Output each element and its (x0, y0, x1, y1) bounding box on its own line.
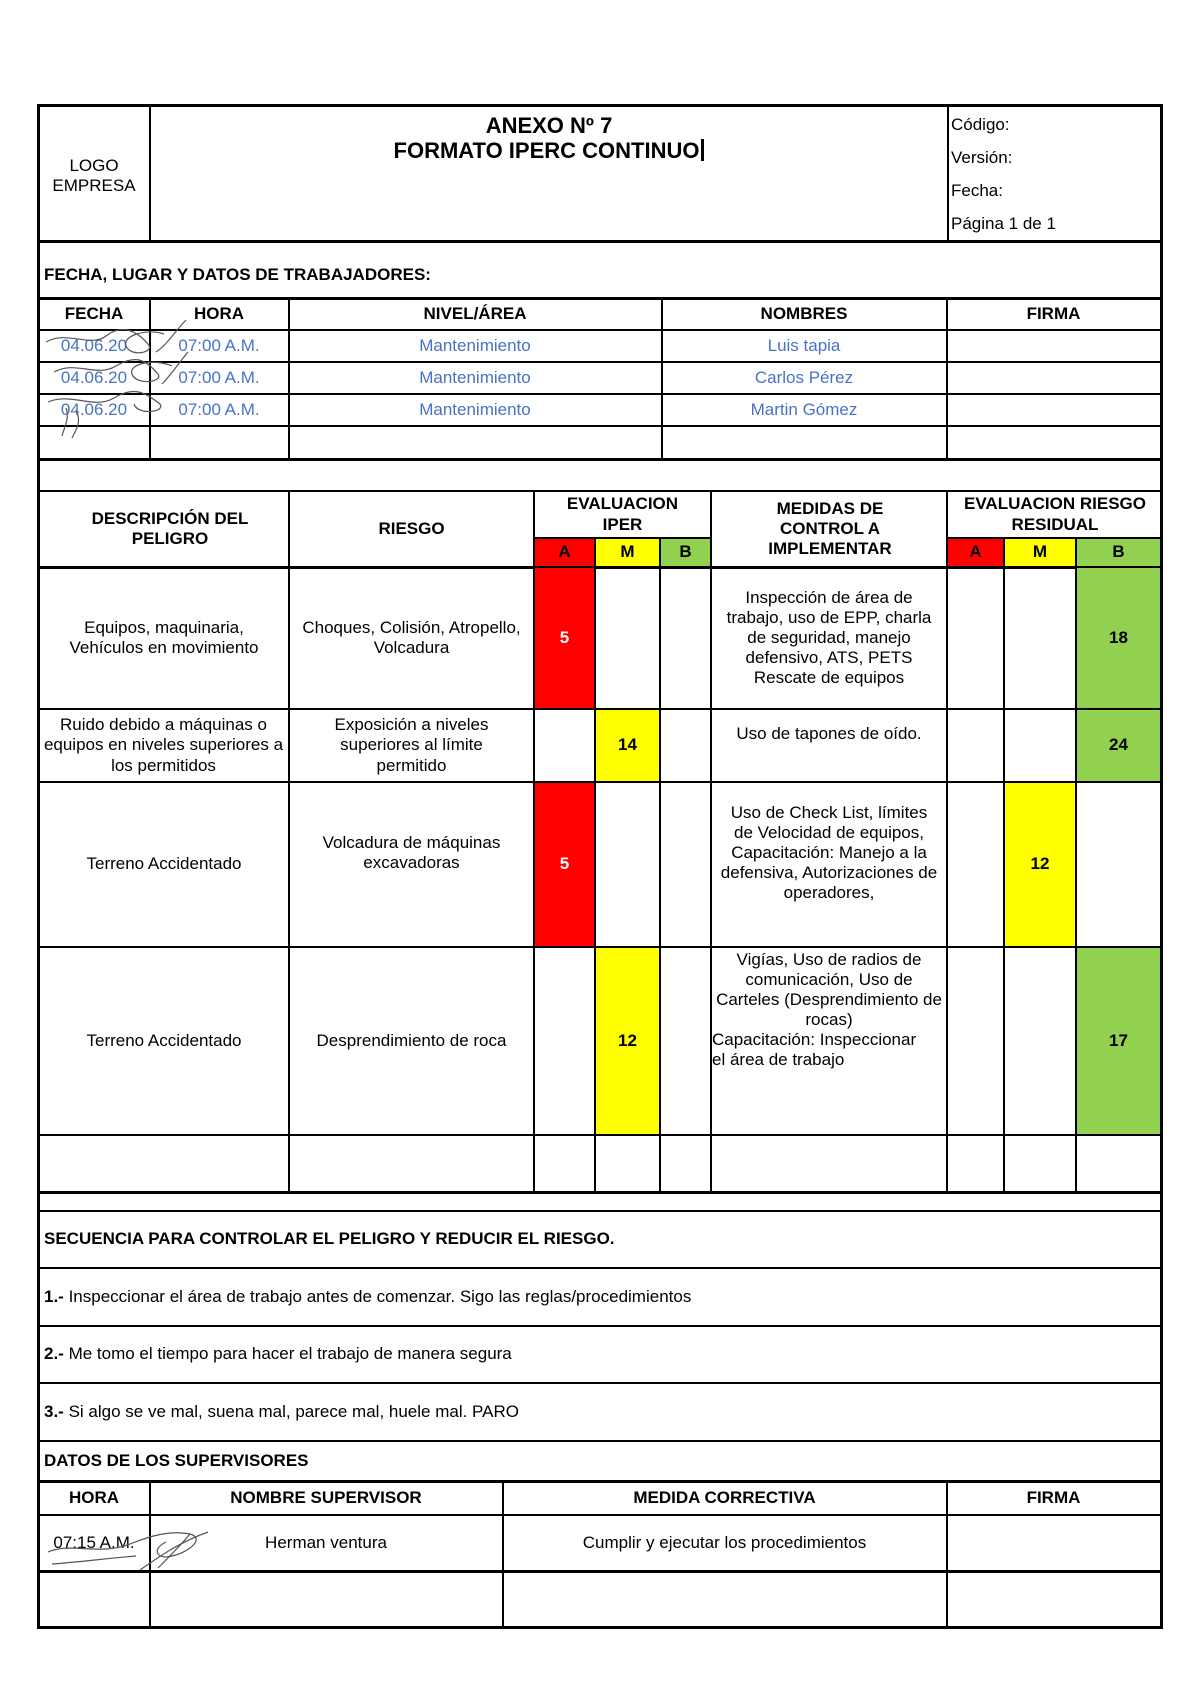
col-evaluacion-residual: EVALUACION RIESGO RESIDUAL (964, 494, 1146, 534)
title-line-2: FORMATO IPERC CONTINUO (394, 138, 705, 163)
logo-line-2: EMPRESA (52, 176, 136, 195)
step-number: 1.- (44, 1286, 64, 1306)
riesgo-descripcion: Exposición a niveles superiores al límite permitido (334, 715, 489, 775)
sup-col-nombre: NOMBRE SUPERVISOR (230, 1488, 422, 1508)
supervisor-hora: 07:15 A.M. (53, 1532, 135, 1552)
sequence-step (44, 1269, 1144, 1325)
col-nombres: NOMBRES (760, 304, 848, 324)
worker-nombre: Luis tapia (767, 335, 841, 355)
sequence-title: SECUENCIA PARA CONTROLAR EL PELIGRO Y REDUCIR EL RIESGO. (44, 1229, 615, 1249)
medidas-control (712, 950, 946, 1070)
col-firma: FIRMA (1026, 304, 1081, 324)
sequence-step (44, 1384, 1144, 1440)
worker-fecha: 04.06.20 (60, 335, 128, 355)
medidas-control-main: Vigías, Uso de radios de comunicación, Uso de Carteles (Desprendimiento de rocas) (716, 950, 942, 1030)
worker-fecha: 04.06.20 (60, 399, 128, 419)
codigo-label: Código: (951, 115, 1010, 134)
iper-value: 5 (535, 568, 594, 708)
sup-col-hora: HORA (68, 1488, 120, 1508)
worker-nombre: Martin Gómez (750, 399, 858, 419)
supervisor-signature-scribble (40, 1512, 215, 1577)
col-fecha: FECHA (64, 304, 124, 324)
pagina-label: Página 1 de 1 (951, 214, 1056, 233)
worker-area: Mantenimiento (419, 367, 531, 387)
residual-value: 17 (1077, 948, 1160, 1134)
residual-level-a: A (948, 539, 1003, 566)
riesgo-descripcion: Desprendimiento de roca (316, 1030, 507, 1050)
worker-signature-scribble (36, 300, 216, 440)
col-hora: HORA (193, 304, 245, 324)
step-text: Si algo se ve mal, suena mal, parece mal, huele mal. PARO (68, 1401, 519, 1421)
logo-placeholder (40, 150, 148, 202)
residual-value: 12 (1005, 783, 1075, 946)
supervisors-title: DATOS DE LOS SUPERVISORES (44, 1450, 309, 1470)
col-medidas-control: MEDIDAS DE CONTROL A IMPLEMENTAR (768, 498, 892, 559)
worker-hora: 07:00 A.M. (178, 367, 260, 387)
worker-fecha: 04.06.20 (60, 367, 128, 387)
worker-hora: 07:00 A.M. (178, 399, 260, 419)
col-riesgo: RIESGO (378, 518, 445, 538)
worker-hora: 07:00 A.M. (178, 335, 260, 355)
iper-value: 12 (596, 948, 659, 1134)
iper-level-b: B (661, 539, 710, 566)
medidas-control-capacitacion: Capacitación: Inspeccionar el área de trabajo (712, 1030, 917, 1070)
riesgo-descripcion: Volcadura de máquinas excavadoras (322, 832, 501, 872)
iper-value: 5 (535, 783, 594, 946)
col-nivel-area: NIVEL/ÁREA (423, 304, 527, 324)
document-meta (951, 108, 1056, 240)
iper-value: 14 (596, 710, 659, 781)
supervisor-medida: Cumplir y ejecutar los procedimientos (582, 1532, 867, 1552)
peligro-descripcion: Ruido debido a máquinas o equipos en niveles superiores a los permitidos (43, 715, 284, 775)
medidas-control: Inspección de área de trabajo, uso de EPP, charla de seguridad, manejo defensivo, ATS, PETS Rescate de equipos (726, 587, 932, 688)
step-number: 2.- (44, 1344, 64, 1364)
col-descripcion-peligro: DESCRIPCIÓN DEL PELIGRO (91, 508, 249, 548)
sup-col-firma: FIRMA (1026, 1488, 1081, 1508)
sequence-step (44, 1327, 1144, 1382)
residual-level-b: B (1077, 539, 1160, 566)
residual-value: 18 (1077, 568, 1160, 708)
supervisor-nombre: Herman ventura (265, 1532, 387, 1552)
workers-section-title: FECHA, LUGAR Y DATOS DE TRABAJADORES: (44, 264, 431, 284)
sup-col-medida: MEDIDA CORRECTIVA (633, 1488, 816, 1508)
peligro-descripcion: Terreno Accidentado (86, 854, 242, 874)
worker-area: Mantenimiento (419, 399, 531, 419)
version-label: Versión: (951, 148, 1013, 167)
residual-value: 24 (1077, 710, 1160, 781)
step-text: Inspeccionar el área de trabajo antes de comenzar. Sigo las reglas/procedimientos (68, 1286, 692, 1306)
residual-level-m: M (1005, 539, 1075, 566)
logo-line-1: LOGO (69, 155, 119, 175)
col-evaluacion-iper: EVALUACION IPER (566, 494, 679, 534)
worker-nombre: Carlos Pérez (754, 367, 854, 387)
worker-area: Mantenimiento (419, 335, 531, 355)
medidas-control: Uso de Check List, límites de Velocidad de equipos, Capacitación: Manejo a la defensiva, Autorizaciones de operadores, (720, 802, 938, 903)
page-title (152, 106, 946, 170)
title-line-1: ANEXO Nº 7 (485, 112, 613, 138)
step-number: 3.- (44, 1401, 64, 1421)
medidas-control: Uso de tapones de oído. (736, 723, 922, 743)
step-text: Me tomo el tiempo para hacer el trabajo de manera segura (68, 1344, 512, 1364)
riesgo-descripcion: Choques, Colisión, Atropello, Volcadura (302, 617, 521, 657)
peligro-descripcion: Equipos, maquinaria, Vehículos en movimiento (69, 617, 259, 657)
iper-level-m: M (596, 539, 659, 566)
fecha-label: Fecha: (951, 181, 1003, 200)
peligro-descripcion: Terreno Accidentado (86, 1030, 242, 1050)
iper-level-a: A (535, 539, 594, 566)
